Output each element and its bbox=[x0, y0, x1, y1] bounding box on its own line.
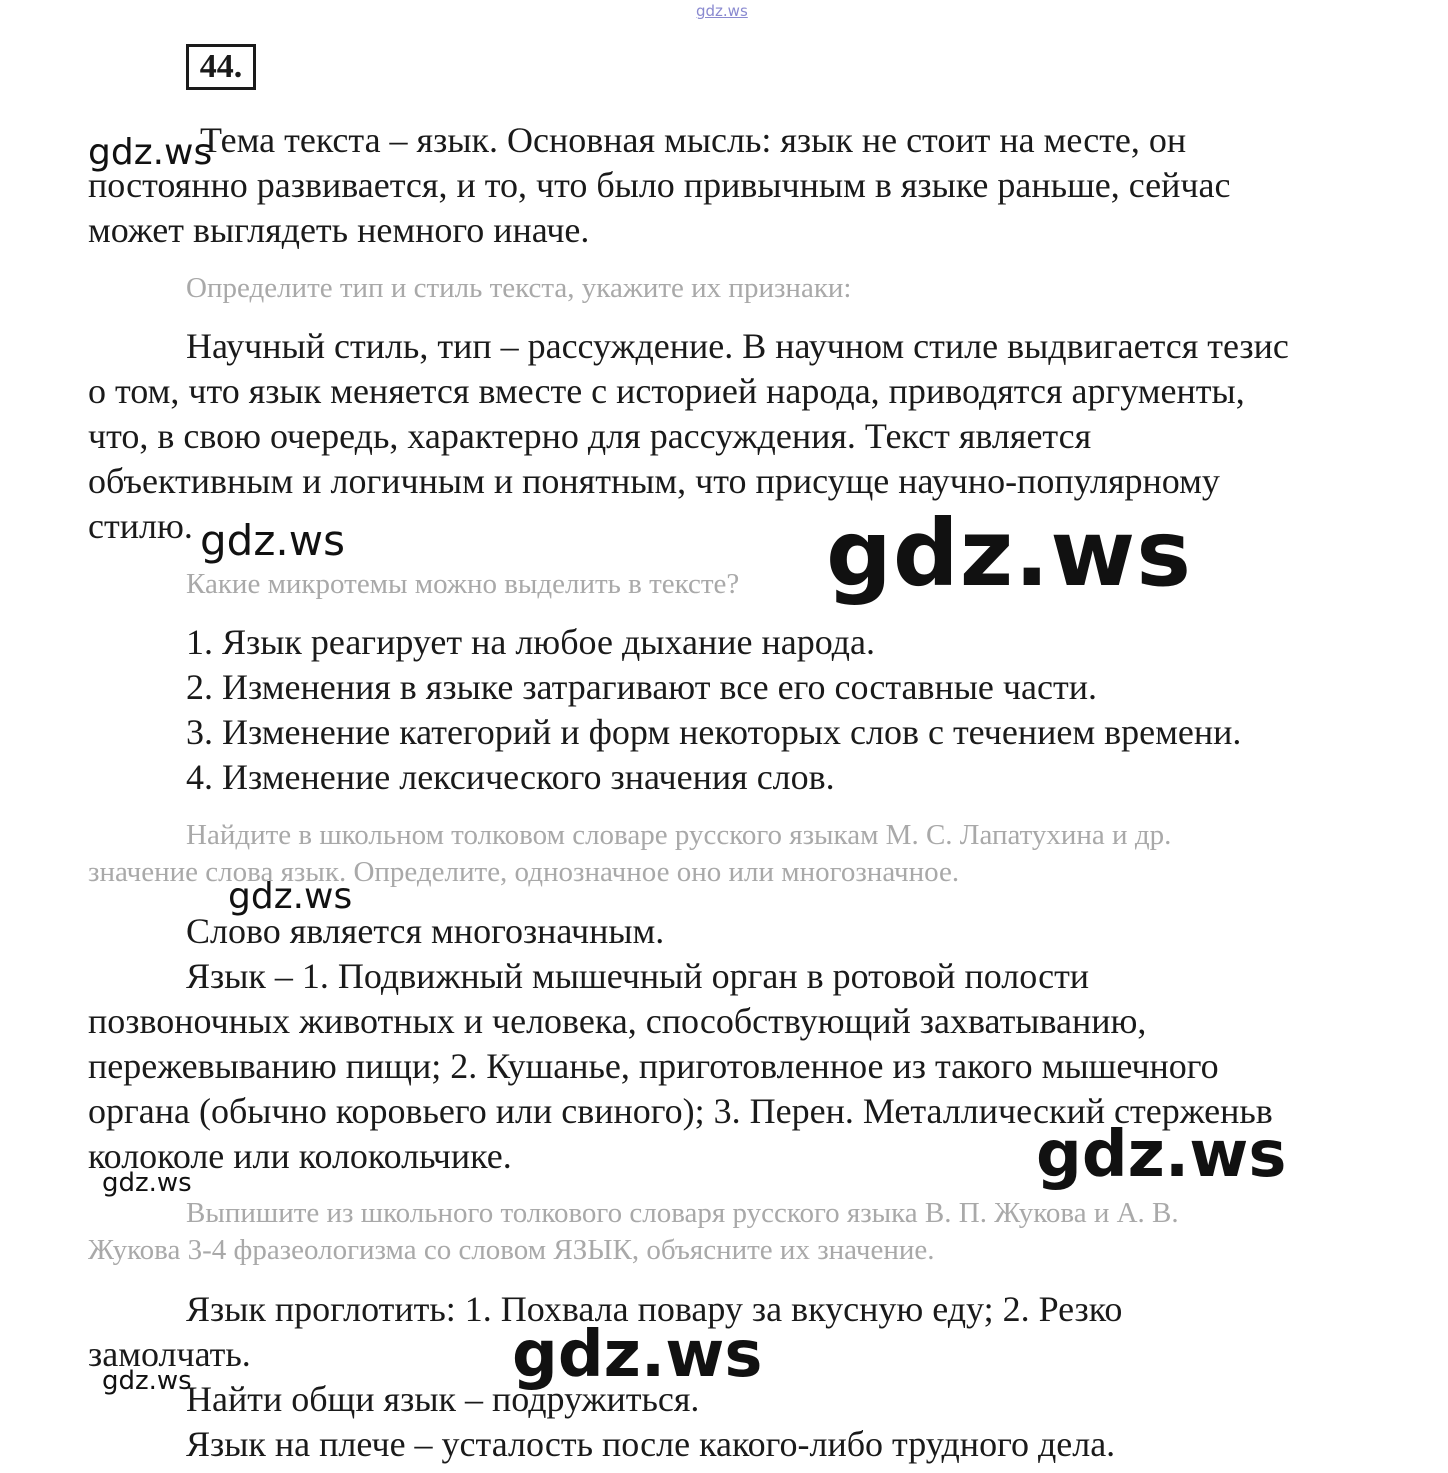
text-line: Тема текста – язык. Основная мысль: язык не стоит на месте, он bbox=[200, 120, 1187, 160]
text-line: колоколе или колокольчике. bbox=[88, 1136, 512, 1176]
watermark: gdz.ws bbox=[102, 1168, 192, 1198]
list-item: 1. Язык реагирует на любое дыхание народа. bbox=[186, 622, 875, 662]
exercise-number: 44. bbox=[186, 44, 256, 90]
text-line: постоянно развивается, и то, что было привычным в языке раньше, сейчас bbox=[88, 165, 1231, 205]
watermark: gdz.ws bbox=[1036, 1118, 1287, 1192]
watermark: gdz.ws bbox=[88, 132, 213, 173]
text-line: о том, что язык меняется вместе с историей народа, приводятся аргументы, bbox=[88, 371, 1245, 411]
watermark-top[interactable]: gdz.ws bbox=[696, 2, 748, 20]
question-text: Какие микротемы можно выделить в тексте? bbox=[186, 568, 740, 600]
watermark: gdz.ws bbox=[200, 516, 345, 565]
question-text: Выпишите из школьного толкового словаря русского языка В. П. Жукова и А. В. bbox=[186, 1197, 1179, 1229]
question-text: Определите тип и стиль текста, укажите их признаки: bbox=[186, 272, 852, 304]
question-text: значение слова язык. Определите, однозначное оно или многозначное. bbox=[88, 856, 960, 888]
watermark: gdz.ws bbox=[228, 876, 353, 917]
question-text: Найдите в школьном толковом словаре русского языкам М. С. Лапатухина и др. bbox=[186, 819, 1172, 851]
question-text: Жукова 3-4 фразеологизма со словом ЯЗЫК, объясните их значение. bbox=[88, 1234, 935, 1266]
text-line: органа (обычно коровьего или свиного); 3. Перен. Металлический стерженьв bbox=[88, 1091, 1273, 1131]
text-line: стилю. bbox=[88, 506, 193, 546]
list-item: 4. Изменение лексического значения слов. bbox=[186, 757, 835, 797]
text-line: может выглядеть немного иначе. bbox=[88, 210, 590, 250]
text-line: Научный стиль, тип – рассуждение. В научном стиле выдвигается тезис bbox=[186, 326, 1289, 366]
watermark: gdz.ws bbox=[102, 1366, 192, 1396]
text-line: Найти общи язык – подружиться. bbox=[186, 1379, 700, 1419]
list-item: 3. Изменение категорий и форм некоторых слов с течением времени. bbox=[186, 712, 1242, 752]
list-item: 2. Изменения в языке затрагивают все его составные части. bbox=[186, 667, 1097, 707]
text-line: что, в свою очередь, характерно для рассуждения. Текст является bbox=[88, 416, 1092, 456]
watermark: gdz.ws bbox=[512, 1318, 763, 1392]
text-line: Язык проглотить: 1. Похвала повару за вкусную еду; 2. Резко bbox=[186, 1289, 1123, 1329]
text-line: Язык – 1. Подвижный мышечный орган в ротовой полости bbox=[186, 956, 1090, 996]
text-line: Язык на плече – усталость после какого-либо трудного дела. bbox=[186, 1424, 1116, 1464]
text-line: позвоночных животных и человека, способствующий захватыванию, bbox=[88, 1001, 1147, 1041]
watermark-large: gdz.ws bbox=[826, 500, 1192, 607]
text-line: пережевыванию пищи; 2. Кушанье, приготовленное из такого мышечного bbox=[88, 1046, 1219, 1086]
text-line: Слово является многозначным. bbox=[186, 911, 665, 951]
text-line: объективным и логичным и понятным, что присуще научно-популярному bbox=[88, 461, 1220, 501]
text-line: замолчать. bbox=[88, 1334, 251, 1374]
